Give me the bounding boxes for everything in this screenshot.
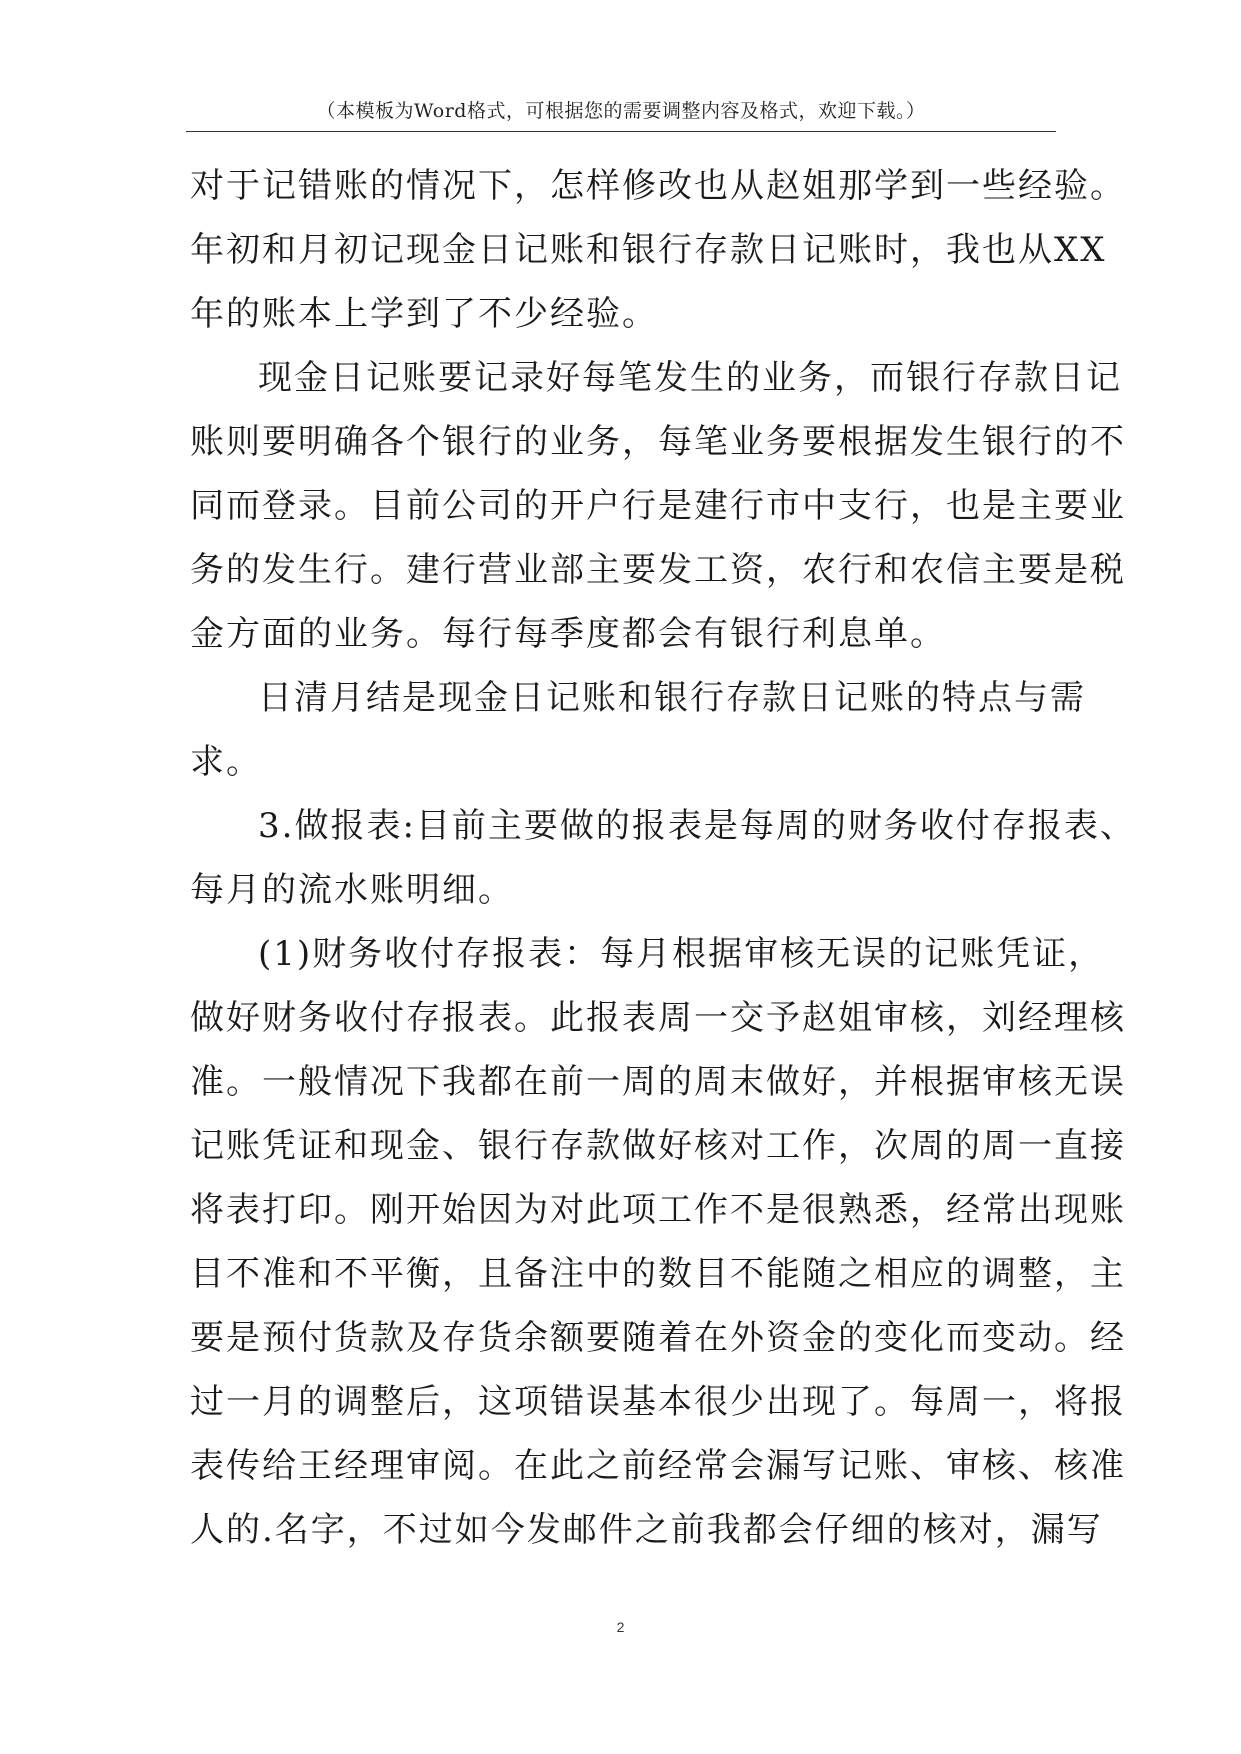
body-line: 对于记错账的情况下，怎样修改也从赵姐那学到一些经验。 (190, 166, 1126, 206)
body-line: 表传给王经理审阅。在此之前经常会漏写记账、审核、核准 (190, 1446, 1126, 1486)
header-divider (186, 131, 1056, 132)
body-line: 要是预付货款及存货余额要随着在外资金的变化而变动。经 (190, 1318, 1126, 1358)
body-line: 现金日记账要记录好每笔发生的业务，而银行存款日记 (258, 358, 1122, 398)
body-line: 日清月结是现金日记账和银行存款日记账的特点与需 (258, 678, 1086, 718)
body-line: (1)财务收付存报表：每月根据审核无误的记账凭证， (258, 934, 1105, 974)
body-line: 目不准和不平衡，且备注中的数目不能随之相应的调整，主 (190, 1254, 1126, 1294)
body-line: 同而登录。目前公司的开户行是建行市中支行，也是主要业 (190, 486, 1126, 526)
body-line: 做好财务收付存报表。此报表周一交予赵姐审核，刘经理核 (190, 998, 1126, 1038)
body-line: 账则要明确各个银行的业务，每笔业务要根据发生银行的不 (190, 422, 1126, 462)
body-line: 务的发生行。建行营业部主要发工资，农行和农信主要是税 (190, 550, 1126, 590)
body-line: 年初和月初记现金日记账和银行存款日记账时，我也从XX (190, 230, 1107, 270)
body-line: 金方面的业务。每行每季度都会有银行利息单。 (190, 614, 946, 654)
template-note-header: （本模板为Word格式，可根据您的需要调整内容及格式，欢迎下载。） (316, 100, 926, 122)
body-line: 记账凭证和现金、银行存款做好核对工作，次周的周一直接 (190, 1126, 1126, 1166)
body-line: 年的账本上学到了不少经验。 (190, 294, 658, 334)
body-line: 人的.名字，不过如今发邮件之前我都会仔细的核对，漏写 (190, 1510, 1103, 1550)
document-body (190, 154, 1136, 1562)
body-line: 求。 (190, 742, 262, 782)
body-line: 将表打印。刚开始因为对此项工作不是很熟悉，经常出现账 (190, 1190, 1126, 1230)
body-line: 每月的流水账明细。 (190, 870, 514, 910)
body-line: 过一月的调整后，这项错误基本很少出现了。每周一，将报 (190, 1382, 1126, 1422)
body-line: 3.做报表:目前主要做的报表是每周的财务收付存报表、 (258, 806, 1136, 846)
body-line: 准。一般情况下我都在前一周的周末做好，并根据审核无误 (190, 1062, 1126, 1102)
page-number: 2 (616, 1619, 625, 1635)
